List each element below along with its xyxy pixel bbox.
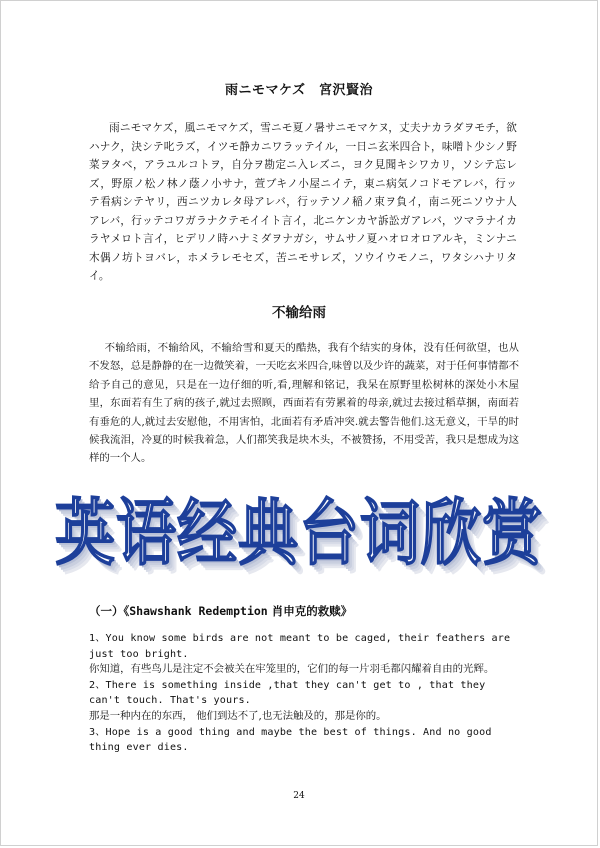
quote-item	[89, 631, 519, 678]
quote-item	[89, 725, 519, 756]
japanese-poem-title: 雨ニモマケズ 宮沢賢治	[225, 83, 373, 98]
quote-chinese: 那是一种内在的东西， 他们到达不了,也无法触及的，那是你的。	[89, 709, 387, 722]
section-heading	[89, 603, 352, 619]
quote-list	[89, 631, 519, 756]
wordart-banner-text: 英语经典台词欣赏	[55, 492, 543, 576]
movie-title-en: Shawshank Redemption	[129, 604, 268, 618]
quote-english: 2、There is something inside ,that they can't get to , that they can't touch. That's yours.	[89, 679, 486, 707]
movie-title-cn: 肖申克的救赎》	[267, 604, 353, 618]
japanese-poem-text: 雨ニモマケズ，風ニモマケズ，雪ニモ夏ノ暑サニモマケヌ，丈夫ナカラダヲモチ，欲ハナク，決シテ叱ラズ，イツモ静カニワラッテイル，一日ニ玄米四合ト，味噌ト少シノ野菜ヲタベ，アラユルコトヲ，自分ヲ勘定ニ入レズニ，ヨク見聞キシワカリ，ソシテ忘レズ，野原ノ松ノ林ノ蔭ノ小サナ，萱ブキノ小屋ニイテ，東ニ病気ノコドモアレバ，行ッテ看病シテヤリ，西ニツカレタ母アレバ，行ッテソノ稲ノ束ヲ負イ，南ニ死ニソウナ人アレバ，行ッテコワガラナクテモイイト言イ，北ニケンカヤ訴訟ガアレバ，ツマラナイカラヤメロト言イ，ヒデリノ時ハナミダヲナガシ，サムサノ夏ハオロオロアルキ，ミンナニ木偶ノ坊トヨバレ，ホメラレモセズ，苦ニモサレズ，ソウイウモノニ，ワタシハナリタイ。	[89, 122, 517, 282]
page-number: 24	[293, 791, 305, 801]
section-prefix: （一）《	[89, 604, 130, 618]
chinese-poem-title: 不输给雨	[272, 305, 326, 321]
chinese-poem-text: 不输给雨，不输给风，不输给雪和夏天的酷热，我有个结实的身体，没有任何欲望，也从不发怒，总是静静的在一边微笑着，一天吃玄米四合,味曾以及少许的蔬菜，对于任何事情都不给予自己的意见，只是在一边仔细的听,看,理解和铭记，我呆在原野里松树林的深处小木屋里，东面若有生了病的孩子,就过去照顾，西面若有劳累着的母亲,就过去接过稻草捆，南面若有垂危的人,就过去安慰他，不用害怕，北面若有矛盾冲突.就去警告他们.这无意义，干旱的时候我流泪，冷夏的时候我着急，人们都笑我是块木头，不被赞扬，不用受苦，我只是想成为这样的一个人。	[89, 342, 519, 465]
quote-chinese: 你知道，有些鸟儿是注定不会被关在牢笼里的，它们的每一片羽毛都闪耀着自由的光辉。	[89, 663, 495, 676]
quote-item	[89, 678, 519, 725]
wordart-banner	[1, 485, 597, 576]
quote-english: 3、Hope is a good thing and maybe the best of things. And no good thing ever dies.	[89, 726, 492, 754]
quote-english: 1、You know some birds are not meant to be caged, their feathers are just too bright.	[89, 633, 511, 660]
